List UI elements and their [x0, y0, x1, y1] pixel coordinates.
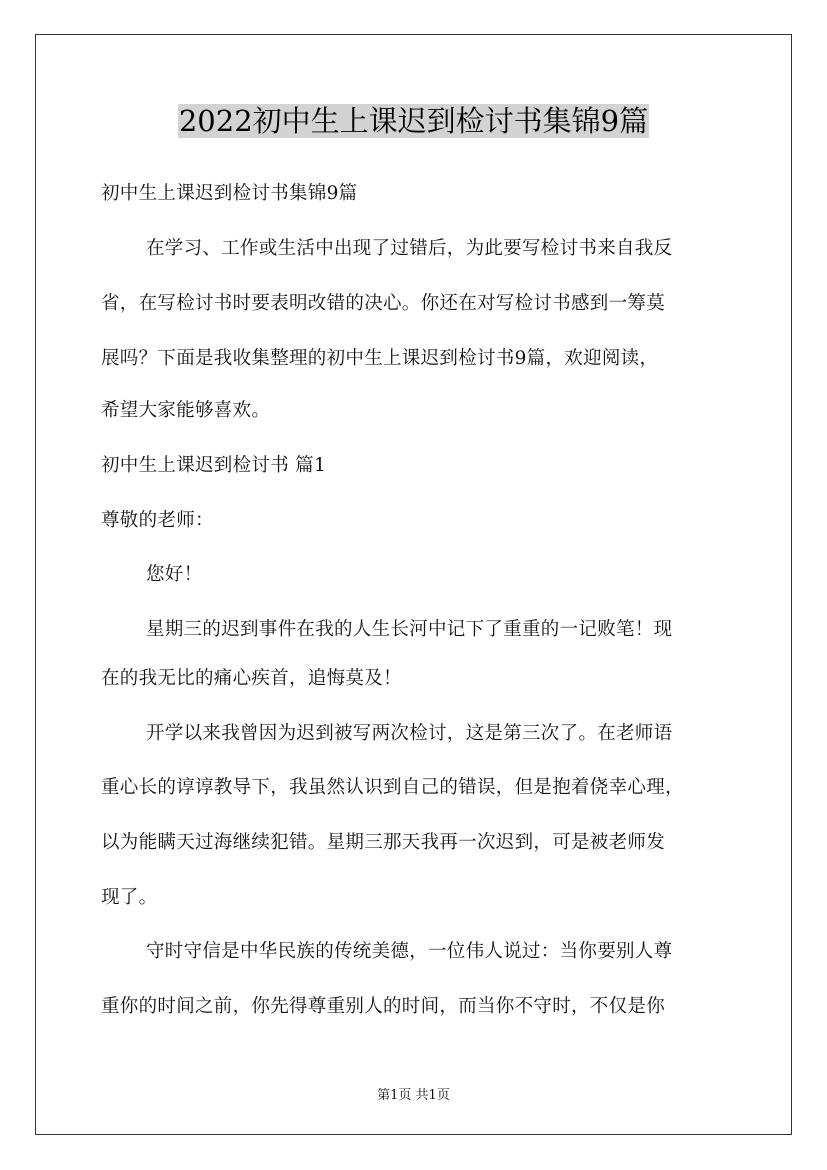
- page-footer: 第1页 共1页: [377, 1088, 450, 1103]
- paragraph-line: 在学习、工作或生活中出现了过错后，为此要写检讨书来自我反: [146, 238, 673, 259]
- paragraph-line: 在的我无比的痛心疾首，追悔莫及！: [101, 668, 402, 689]
- paragraph-line: 开学以来我曾因为迟到被写两次检讨，这是第三次了。在老师语: [146, 723, 673, 744]
- document-title-block: [0, 100, 827, 142]
- salutation: 尊敬的老师：: [101, 510, 214, 531]
- greeting: 您好！: [146, 564, 203, 585]
- paragraph-line: 省，在写检讨书时要表明改错的决心。你还在对写检讨书感到一筹莫: [101, 293, 666, 314]
- paragraph-line: 重你的时间之前，你先得尊重别人的时间，而当你不守时，不仅是你: [101, 996, 666, 1017]
- paragraph-line: 星期三的迟到事件在我的人生长河中记下了重重的一记败笔！现: [146, 619, 673, 640]
- paragraph-line: 重心长的谆谆教导下，我虽然认识到自己的错误，但是抱着侥幸心理，: [101, 777, 684, 798]
- section-heading: 初中生上课迟到检讨书 篇1: [101, 455, 327, 476]
- document-title: 2022初中生上课迟到检讨书集锦9篇: [178, 104, 649, 138]
- paragraph-line: 守时守信是中华民族的传统美德，一位伟人说过：当你要别人尊: [146, 941, 673, 962]
- paragraph-line: 现了。: [101, 887, 158, 908]
- paragraph-line: 以为能瞒天过海继续犯错。星期三那天我再一次迟到，可是被老师发: [101, 832, 666, 853]
- paragraph-line: 希望大家能够喜欢。: [101, 400, 271, 421]
- paragraph-line: 展吗？下面是我收集整理的初中生上课迟到检讨书9篇，欢迎阅读，: [101, 348, 659, 369]
- subtitle-line: 初中生上课迟到检讨书集锦9篇: [101, 183, 358, 204]
